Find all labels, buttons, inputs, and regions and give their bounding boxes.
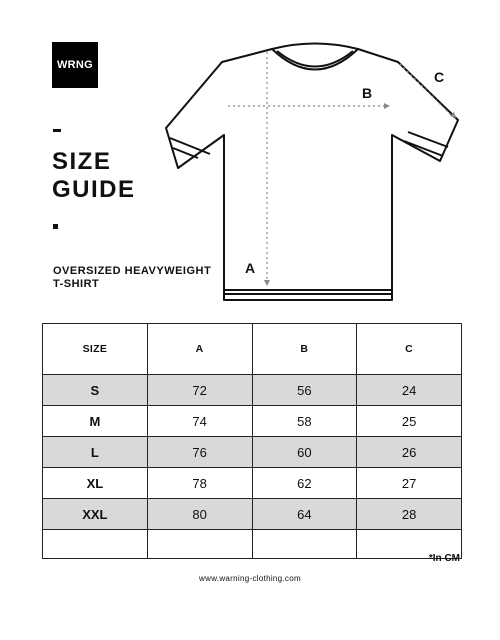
value-cell-a: 76 bbox=[147, 437, 252, 468]
header-size: SIZE bbox=[43, 324, 148, 375]
brand-logo-text: WRNG bbox=[56, 59, 94, 71]
value-cell-c: 24 bbox=[357, 375, 462, 406]
title-dot-bottom bbox=[53, 224, 58, 229]
value-cell-c: 27 bbox=[357, 468, 462, 499]
brand-logo bbox=[52, 42, 98, 88]
unit-note: *In CM bbox=[428, 553, 460, 564]
size-cell: XXL bbox=[43, 499, 148, 530]
header-a: A bbox=[147, 324, 252, 375]
value-cell-a: 80 bbox=[147, 499, 252, 530]
tshirt-outline bbox=[166, 44, 458, 291]
value-cell-a: 74 bbox=[147, 406, 252, 437]
value-cell-b: 64 bbox=[252, 499, 357, 530]
measure-label-a: A bbox=[245, 260, 256, 276]
page-title bbox=[52, 148, 136, 204]
empty-cell bbox=[147, 530, 252, 559]
left-sleeve-cuff bbox=[170, 138, 210, 158]
product-name-line-2: T-SHIRT bbox=[53, 278, 100, 290]
size-cell: XL bbox=[43, 468, 148, 499]
page-title-line-1: SIZE bbox=[52, 148, 112, 175]
value-cell-b: 60 bbox=[252, 437, 357, 468]
size-cell: S bbox=[43, 375, 148, 406]
table-row bbox=[43, 375, 462, 406]
tshirt-hem bbox=[224, 290, 392, 300]
value-cell-c: 26 bbox=[357, 437, 462, 468]
header-b: B bbox=[252, 324, 357, 375]
value-cell-b: 58 bbox=[252, 406, 357, 437]
page-title-line-2: GUIDE bbox=[52, 176, 136, 203]
value-cell-a: 72 bbox=[147, 375, 252, 406]
size-table-header-row bbox=[43, 324, 462, 375]
header-c: C bbox=[357, 324, 462, 375]
value-cell-b: 62 bbox=[252, 468, 357, 499]
table-row-empty bbox=[43, 530, 462, 559]
size-cell: L bbox=[43, 437, 148, 468]
title-dash-top bbox=[53, 129, 61, 132]
table-row bbox=[43, 437, 462, 468]
empty-cell bbox=[252, 530, 357, 559]
value-cell-a: 78 bbox=[147, 468, 252, 499]
footer-url[interactable]: www.warning-clothing.com bbox=[199, 574, 301, 583]
table-row bbox=[43, 468, 462, 499]
tshirt-diagram bbox=[160, 40, 470, 310]
product-name-line-1: OVERSIZED HEAVYWEIGHT bbox=[53, 265, 212, 277]
measure-label-b: B bbox=[362, 85, 373, 101]
table-row bbox=[43, 406, 462, 437]
empty-cell bbox=[43, 530, 148, 559]
measure-label-c: C bbox=[434, 69, 445, 85]
size-cell: M bbox=[43, 406, 148, 437]
value-cell-c: 28 bbox=[357, 499, 462, 530]
table-row bbox=[43, 499, 462, 530]
value-cell-c: 25 bbox=[357, 406, 462, 437]
value-cell-b: 56 bbox=[252, 375, 357, 406]
size-table bbox=[42, 323, 462, 559]
